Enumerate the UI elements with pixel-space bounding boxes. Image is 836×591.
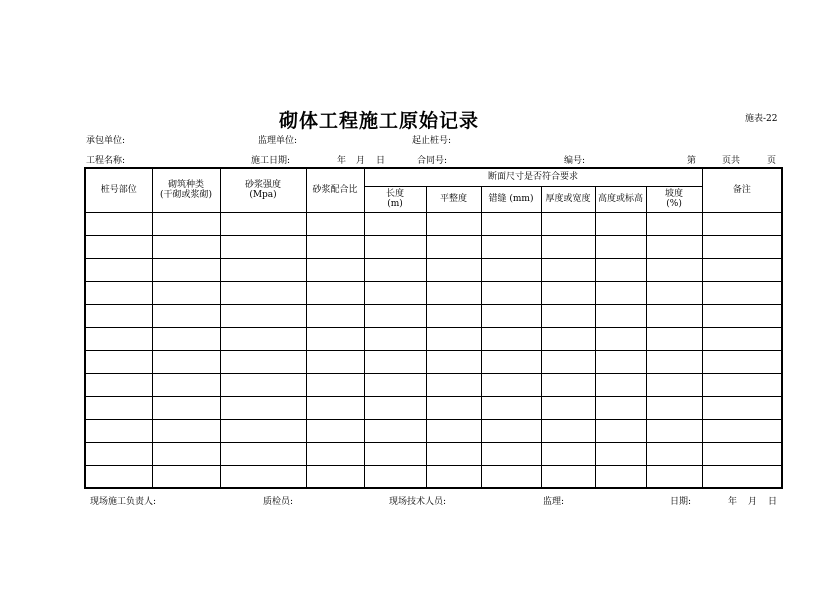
table-cell[interactable] bbox=[220, 235, 306, 258]
header-remarks: 备注 bbox=[702, 168, 782, 212]
table-cell[interactable] bbox=[595, 235, 646, 258]
table-row bbox=[85, 327, 782, 350]
table-cell[interactable] bbox=[426, 419, 481, 442]
table-cell[interactable] bbox=[595, 350, 646, 373]
table-row bbox=[85, 396, 782, 419]
table-cell[interactable] bbox=[702, 235, 782, 258]
table-cell[interactable] bbox=[306, 442, 364, 465]
serial-no-label: 编号: bbox=[564, 156, 586, 166]
project-name-label: 工程名称: bbox=[86, 156, 126, 166]
table-cell[interactable] bbox=[152, 235, 220, 258]
table-row bbox=[85, 258, 782, 281]
table-cell[interactable] bbox=[306, 235, 364, 258]
header-offset: 错缝 (mm) bbox=[481, 186, 541, 212]
table-cell[interactable] bbox=[595, 281, 646, 304]
table-cell[interactable] bbox=[702, 442, 782, 465]
page-prefix: 第 bbox=[687, 156, 697, 166]
footer-date-label: 日期: bbox=[670, 497, 692, 507]
table-cell[interactable] bbox=[541, 258, 595, 281]
table-cell[interactable] bbox=[595, 419, 646, 442]
table-cell[interactable] bbox=[364, 350, 426, 373]
date-day: 日 bbox=[376, 156, 386, 166]
table-cell[interactable] bbox=[481, 396, 541, 419]
supervisor-unit-label: 监理单位: bbox=[258, 136, 298, 146]
header-flatness: 平整度 bbox=[426, 186, 481, 212]
table-cell[interactable] bbox=[646, 442, 702, 465]
table-cell[interactable] bbox=[426, 281, 481, 304]
table-row bbox=[85, 212, 782, 235]
contractor-label: 承包单位: bbox=[86, 136, 126, 146]
table-cell[interactable] bbox=[702, 212, 782, 235]
table-cell[interactable] bbox=[85, 212, 152, 235]
table-cell[interactable] bbox=[85, 281, 152, 304]
table-cell[interactable] bbox=[306, 350, 364, 373]
table-cell[interactable] bbox=[220, 327, 306, 350]
table-cell[interactable] bbox=[541, 396, 595, 419]
table-cell[interactable] bbox=[152, 350, 220, 373]
page-mid: 页共 bbox=[722, 156, 741, 166]
table-cell[interactable] bbox=[220, 350, 306, 373]
table-row bbox=[85, 442, 782, 465]
table-cell[interactable] bbox=[646, 281, 702, 304]
table-cell[interactable] bbox=[646, 304, 702, 327]
footer-year: 年 bbox=[728, 497, 738, 507]
record-table bbox=[84, 167, 783, 489]
table-cell[interactable] bbox=[646, 373, 702, 396]
table-cell[interactable] bbox=[595, 465, 646, 488]
supervisor-label: 监理: bbox=[543, 497, 565, 507]
table-cell[interactable] bbox=[426, 212, 481, 235]
table-cell[interactable] bbox=[364, 281, 426, 304]
table-cell[interactable] bbox=[364, 373, 426, 396]
table-cell[interactable] bbox=[595, 258, 646, 281]
table-cell[interactable] bbox=[85, 327, 152, 350]
table-cell[interactable] bbox=[481, 350, 541, 373]
table-cell[interactable] bbox=[541, 465, 595, 488]
table-cell[interactable] bbox=[306, 281, 364, 304]
table-cell[interactable] bbox=[85, 442, 152, 465]
table-cell[interactable] bbox=[85, 258, 152, 281]
table-cell[interactable] bbox=[481, 442, 541, 465]
table-cell[interactable] bbox=[364, 465, 426, 488]
header-mortar-strength: 砂浆强度 (Mpa) bbox=[220, 168, 306, 212]
table-cell[interactable] bbox=[426, 442, 481, 465]
table-cell[interactable] bbox=[152, 327, 220, 350]
date-year: 年 bbox=[337, 156, 347, 166]
table-cell[interactable] bbox=[481, 281, 541, 304]
header-station: 桩号部位 bbox=[85, 168, 152, 212]
table-row bbox=[85, 373, 782, 396]
table-cell[interactable] bbox=[85, 396, 152, 419]
table-cell[interactable] bbox=[364, 327, 426, 350]
table-cell[interactable] bbox=[646, 212, 702, 235]
table-cell[interactable] bbox=[364, 235, 426, 258]
header-length: 长度 (m) bbox=[364, 186, 426, 212]
site-manager-label: 现场施工负责人: bbox=[90, 497, 157, 507]
table-cell[interactable] bbox=[306, 396, 364, 419]
table-cell[interactable] bbox=[85, 350, 152, 373]
table-cell[interactable] bbox=[541, 235, 595, 258]
station-range-label: 起止桩号: bbox=[412, 136, 452, 146]
table-cell[interactable] bbox=[646, 350, 702, 373]
inspector-label: 质检员: bbox=[263, 497, 294, 507]
table-cell[interactable] bbox=[306, 465, 364, 488]
header-mortar-mix: 砂浆配合比 bbox=[306, 168, 364, 212]
table-cell[interactable] bbox=[220, 304, 306, 327]
header-thickness: 厚度或宽度 bbox=[541, 186, 595, 212]
table-cell[interactable] bbox=[646, 465, 702, 488]
table-cell[interactable] bbox=[364, 396, 426, 419]
table-cell[interactable] bbox=[220, 465, 306, 488]
table-cell[interactable] bbox=[85, 419, 152, 442]
table-cell[interactable] bbox=[595, 304, 646, 327]
table-cell[interactable] bbox=[481, 419, 541, 442]
table-cell[interactable] bbox=[364, 258, 426, 281]
table-cell[interactable] bbox=[306, 304, 364, 327]
table-cell[interactable] bbox=[702, 350, 782, 373]
table-row bbox=[85, 350, 782, 373]
table-cell[interactable] bbox=[595, 212, 646, 235]
footer-day: 日 bbox=[768, 497, 778, 507]
table-cell[interactable] bbox=[220, 373, 306, 396]
table-cell[interactable] bbox=[541, 419, 595, 442]
table-cell[interactable] bbox=[85, 465, 152, 488]
table-cell[interactable] bbox=[541, 281, 595, 304]
table-cell[interactable] bbox=[646, 396, 702, 419]
table-cell[interactable] bbox=[702, 396, 782, 419]
table-cell[interactable] bbox=[220, 258, 306, 281]
table-cell[interactable] bbox=[85, 235, 152, 258]
table-cell[interactable] bbox=[426, 396, 481, 419]
page-suffix: 页 bbox=[767, 156, 777, 166]
table-cell[interactable] bbox=[702, 419, 782, 442]
table-cell[interactable] bbox=[152, 304, 220, 327]
header-slope: 坡度 (%) bbox=[646, 186, 702, 212]
table-cell[interactable] bbox=[646, 419, 702, 442]
table-cell[interactable] bbox=[541, 442, 595, 465]
table-cell[interactable] bbox=[646, 327, 702, 350]
table-cell[interactable] bbox=[306, 373, 364, 396]
table-cell[interactable] bbox=[152, 281, 220, 304]
table-cell[interactable] bbox=[481, 304, 541, 327]
contract-no-label: 合同号: bbox=[417, 156, 448, 166]
table-cell[interactable] bbox=[426, 304, 481, 327]
table-cell[interactable] bbox=[702, 281, 782, 304]
page-title: 砌体工程施工原始记录 bbox=[279, 110, 480, 132]
table-cell[interactable] bbox=[152, 258, 220, 281]
table-cell[interactable] bbox=[85, 373, 152, 396]
table-cell[interactable] bbox=[702, 304, 782, 327]
table-cell[interactable] bbox=[426, 235, 481, 258]
table-cell[interactable] bbox=[426, 465, 481, 488]
table-row bbox=[85, 465, 782, 488]
table-cell[interactable] bbox=[595, 396, 646, 419]
table-cell[interactable] bbox=[220, 442, 306, 465]
table-cell[interactable] bbox=[541, 212, 595, 235]
table-cell[interactable] bbox=[426, 373, 481, 396]
footer-month: 月 bbox=[748, 497, 758, 507]
table-cell[interactable] bbox=[702, 327, 782, 350]
table-cell[interactable] bbox=[481, 235, 541, 258]
table-cell[interactable] bbox=[541, 304, 595, 327]
table-cell[interactable] bbox=[595, 442, 646, 465]
table-cell[interactable] bbox=[541, 373, 595, 396]
table-cell[interactable] bbox=[426, 327, 481, 350]
table-cell[interactable] bbox=[152, 442, 220, 465]
table-cell[interactable] bbox=[426, 350, 481, 373]
table-cell[interactable] bbox=[364, 212, 426, 235]
table-cell[interactable] bbox=[220, 281, 306, 304]
table-cell[interactable] bbox=[595, 327, 646, 350]
table-cell[interactable] bbox=[306, 327, 364, 350]
table-cell[interactable] bbox=[702, 465, 782, 488]
table-cell[interactable] bbox=[541, 327, 595, 350]
table-row bbox=[85, 419, 782, 442]
header-masonry-type: 砌筑种类 (干砌或浆砌) bbox=[152, 168, 220, 212]
construction-date-label: 施工日期: bbox=[251, 156, 291, 166]
site-technician-label: 现场技术人员: bbox=[389, 497, 447, 507]
table-cell[interactable] bbox=[306, 212, 364, 235]
table-row bbox=[85, 304, 782, 327]
date-month: 月 bbox=[356, 156, 366, 166]
table-cell[interactable] bbox=[306, 258, 364, 281]
table-cell[interactable] bbox=[646, 235, 702, 258]
header-height: 高度或标高 bbox=[595, 186, 646, 212]
table-row bbox=[85, 235, 782, 258]
table-cell[interactable] bbox=[220, 396, 306, 419]
table-cell[interactable] bbox=[702, 258, 782, 281]
table-cell[interactable] bbox=[85, 304, 152, 327]
table-cell[interactable] bbox=[220, 419, 306, 442]
table-cell[interactable] bbox=[364, 304, 426, 327]
table-cell[interactable] bbox=[152, 465, 220, 488]
table-cell[interactable] bbox=[152, 396, 220, 419]
table-cell[interactable] bbox=[152, 373, 220, 396]
header-section-group: 断面尺寸是否符合要求 bbox=[364, 168, 702, 186]
table-cell[interactable] bbox=[220, 212, 306, 235]
table-cell[interactable] bbox=[702, 373, 782, 396]
table-cell[interactable] bbox=[541, 350, 595, 373]
table-cell[interactable] bbox=[152, 212, 220, 235]
table-cell[interactable] bbox=[481, 327, 541, 350]
table-cell[interactable] bbox=[481, 258, 541, 281]
form-code: 施表-22 bbox=[745, 114, 778, 124]
table-row bbox=[85, 281, 782, 304]
table-cell[interactable] bbox=[481, 373, 541, 396]
table-cell[interactable] bbox=[646, 258, 702, 281]
table-cell[interactable] bbox=[152, 419, 220, 442]
table-cell[interactable] bbox=[364, 442, 426, 465]
table-cell[interactable] bbox=[306, 419, 364, 442]
table-cell[interactable] bbox=[364, 419, 426, 442]
table-cell[interactable] bbox=[481, 465, 541, 488]
table-cell[interactable] bbox=[481, 212, 541, 235]
table-cell[interactable] bbox=[595, 373, 646, 396]
table-cell[interactable] bbox=[426, 258, 481, 281]
